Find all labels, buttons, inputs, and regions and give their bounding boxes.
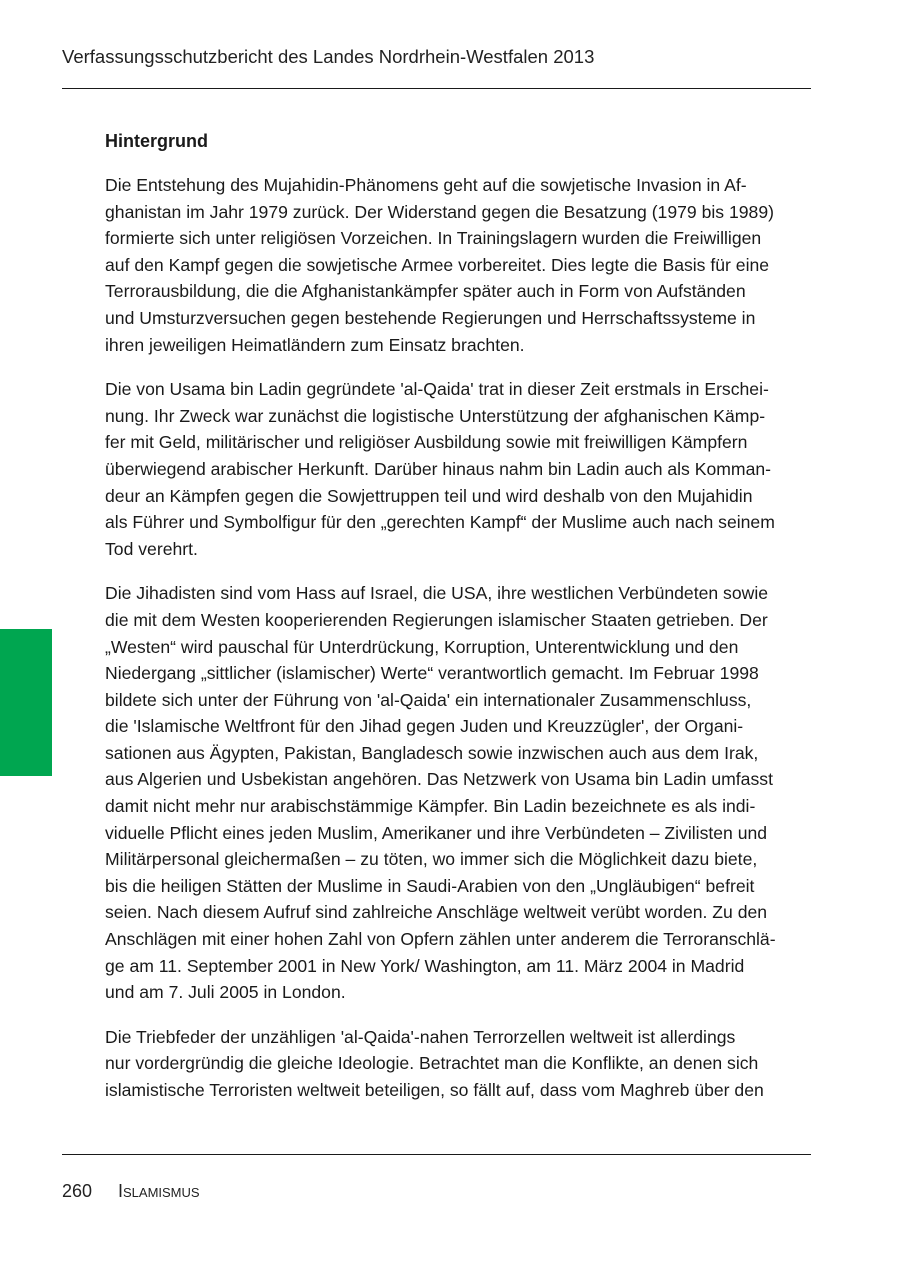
text-line: Die Triebfeder der unzähligen 'al-Qaida'-nahen Terrorzellen weltweit ist allerdings <box>105 1026 736 1047</box>
text-line: sationen aus Ägypten, Pakistan, Bangladesch sowie inzwischen auch aus dem Irak, <box>105 742 759 763</box>
section-heading: Hintergrund <box>105 131 208 151</box>
page-header-title: Verfassungsschutzbericht des Landes Nordrhein-Westfalen 2013 <box>62 46 595 67</box>
text-line: damit nicht mehr nur arabischstämmige Kämpfer. Bin Ladin bezeichnete es als indi- <box>105 796 756 817</box>
text-line: Die Entstehung des Mujahidin-Phänomens geht auf die sowjetische Invasion in Af- <box>105 175 747 195</box>
text-line: Die von Usama bin Ladin gegründete 'al-Qaida' trat in dieser Zeit erstmals in Erschei- <box>105 379 769 400</box>
text-line: die 'Islamische Weltfront für den Jihad gegen Juden und Kreuzzügler', der Organi- <box>105 716 744 737</box>
text-line: fer mit Geld, militärischer und religiöser Ausbildung sowie mit freiwilligen Kämpfern <box>105 432 748 453</box>
text-line: und Umsturzversuchen gegen bestehende Regierungen und Herrschaftssysteme in <box>105 307 756 328</box>
text-line: Terrorausbildung, die die Afghanistankämpfer später auch in Form von Aufständen <box>105 281 746 302</box>
text-line: die mit dem Westen kooperierenden Regierungen islamischer Staaten getrieben. Der <box>105 609 768 630</box>
text-line: Niedergang „sittlicher (islamischer) Werte“ verantwortlich gemacht. Im Februar 1998 <box>105 663 759 684</box>
text-line: nung. Ihr Zweck war zunächst die logistische Unterstützung der afghanischen Kämp- <box>105 405 766 426</box>
text-line: „Westen“ wird pauschal für Unterdrückung, Korruption, Unterentwicklung und den <box>105 636 739 657</box>
text-line: Anschlägen mit einer hohen Zahl von Opfern zählen unter anderem die Terroranschlä- <box>105 929 776 950</box>
text-line: islamistische Terroristen weltweit beteiligen, so fällt auf, dass vom Maghreb über den <box>105 1080 764 1100</box>
text-line: formierte sich unter religiösen Vorzeichen. In Trainingslagern wurden die Freiwilligen <box>105 228 762 249</box>
text-line: ihren jeweiligen Heimatländern zum Einsatz brachten. <box>105 334 525 355</box>
paragraph-1 <box>105 172 817 358</box>
paragraph-3 <box>105 580 817 1006</box>
text-line: nur vordergründig die gleiche Ideologie. Betrachtet man die Konflikte, an denen sich <box>105 1053 759 1074</box>
text-line: als Führer und Symbolfigur für den „gerechten Kampf“ der Muslime auch nach seinem <box>105 512 775 533</box>
footer-section-label: Islamismus <box>118 1181 200 1201</box>
text-line: aus Algerien und Usbekistan angehören. Das Netzwerk von Usama bin Ladin umfasst <box>105 769 773 790</box>
paragraph-2 <box>105 376 817 562</box>
text-line: und am 7. Juli 2005 in London. <box>105 982 346 1003</box>
text-line: auf den Kampf gegen die sowjetische Armee vorbereitet. Dies legte die Basis für eine <box>105 254 770 275</box>
chapter-side-tab <box>0 629 52 776</box>
text-line: bildete sich unter der Führung von 'al-Qaida' ein internationaler Zusammenschluss, <box>105 689 752 710</box>
text-line: Tod verehrt. <box>105 538 198 559</box>
text-line: viduelle Pflicht eines jeden Muslim, Amerikaner und ihre Verbündeten – Zivilisten und <box>105 822 768 843</box>
text-line: seien. Nach diesem Aufruf sind zahlreiche Anschläge weltweit verübt worden. Zu den <box>105 902 768 923</box>
footer-divider <box>62 1154 811 1155</box>
text-line: überwiegend arabischer Herkunft. Darüber hinaus nahm bin Ladin auch als Komman- <box>105 458 772 479</box>
page-body <box>105 128 817 1122</box>
text-line: bis die heiligen Stätten der Muslime in Saudi-Arabien von den „Ungläubigen“ befreit <box>105 875 755 896</box>
text-line: Militärpersonal gleichermaßen – zu töten, wo immer sich die Möglichkeit dazu biete, <box>105 849 758 870</box>
paragraph-4 <box>105 1024 817 1104</box>
text-line: Die Jihadisten sind vom Hass auf Israel, die USA, ihre westlichen Verbündeten sowie <box>105 583 769 604</box>
header-divider <box>62 88 811 89</box>
text-line: ghanistan im Jahr 1979 zurück. Der Widerstand gegen die Besatzung (1979 bis 1989) <box>105 201 774 222</box>
page-number: 260 <box>62 1181 93 1201</box>
text-line: ge am 11. September 2001 in New York/ Washington, am 11. März 2004 in Madrid <box>105 955 745 976</box>
text-line: deur an Kämpfen gegen die Sowjettruppen teil und wird deshalb von den Mujahidin <box>105 485 753 506</box>
